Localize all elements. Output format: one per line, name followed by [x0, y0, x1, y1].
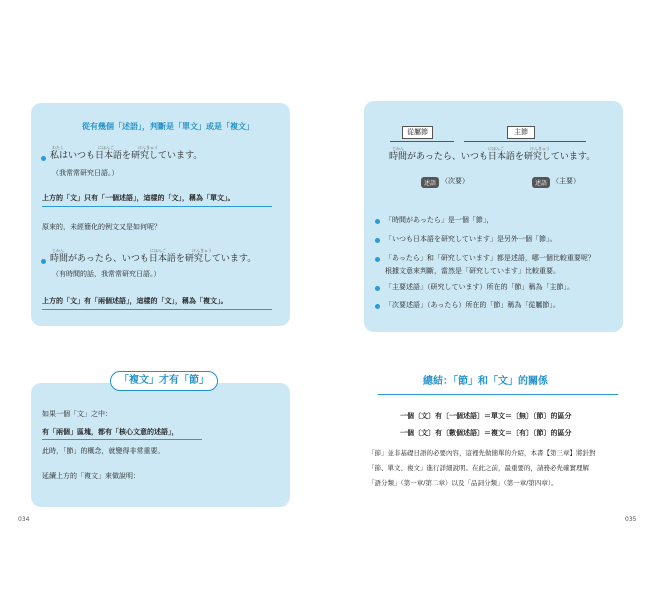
bullet-icon	[375, 257, 380, 262]
paragraph-line: 「語分類」（第一章/第二章）以及「品詞分類」（第一章/第四章）。	[368, 479, 558, 487]
page-number: 035	[625, 516, 637, 523]
example-translation: （我常常研究日語。）	[52, 169, 119, 177]
bullet-icon	[375, 304, 380, 309]
ruby-text: にほんご	[98, 145, 114, 150]
ruby-text: じかん	[392, 146, 404, 151]
left-explanation-box	[31, 383, 290, 507]
body-text: 此時，「節」的概念，就變得非常重要。	[42, 447, 165, 455]
ruby-text: にほんご	[150, 248, 166, 253]
subordinate-clause-label: 從屬節	[402, 126, 433, 139]
bullet-text: 「時間があったら」是一個「節」，	[385, 216, 494, 224]
body-text: 延續上方的「複文」來做說明：	[42, 472, 140, 480]
bracket-line	[464, 141, 586, 142]
ruby-text: にほんご	[488, 146, 504, 151]
bullet-icon	[41, 259, 46, 264]
formula-line: 一個〔文〕有〔數個述語〕＝複文＝〔有〕〔節〕的區分	[400, 428, 572, 437]
divider	[42, 206, 272, 207]
divider	[42, 439, 202, 440]
summary-text: 上方的「文」只有「一個述語」，這樣的「文」，稱為「單文」。	[42, 193, 235, 202]
example-translation: （有時間的話，我常常研究日語。）	[52, 270, 161, 278]
formula-line: 一個〔文〕有〔一個述語〕＝單文＝〔無〕〔節〕的區分	[400, 411, 572, 420]
divider	[42, 309, 272, 310]
section-pill-title: 「複文」才有「節」	[110, 371, 218, 391]
example-sentence: 私はいつも日本語を研究しています。	[50, 151, 203, 161]
bullet-icon	[375, 238, 380, 243]
predicate-tag: 述語	[532, 177, 550, 188]
example-sentence: 時間があったら、いつも日本語を研究しています。	[50, 254, 257, 264]
heading-underline	[378, 394, 618, 395]
bullet-text: 「あったら」和「研究しています」都是述語，哪一個比較重要呢？	[385, 254, 595, 262]
predicate-note: （次要）	[441, 177, 469, 185]
example-sentence: 時間があったら、いつも日本語を研究しています。	[389, 152, 596, 162]
bullet-icon	[375, 286, 380, 291]
box-title: 從有幾個「述語」，判斷是「單文」或是「複文」	[82, 121, 254, 131]
bullet-text: 「いつも日本語を研究しています」是另外一個「節」。	[385, 235, 557, 243]
summary-text: 上方的「文」有「兩個述語」，這樣的「文」，稱為「複文」。	[42, 296, 228, 305]
bullet-icon	[41, 156, 46, 161]
bullet-text: 「次要述語」（あったら）所在的「節」稱為「從屬節」。	[385, 301, 560, 309]
summary-heading: 總結：「節」和「文」的關係	[423, 376, 548, 387]
ruby-text: じかん	[52, 248, 64, 253]
page-number: 034	[18, 516, 30, 523]
question-text: 原來的，未經簡化的例文又是如何呢？	[42, 223, 161, 231]
paragraph-line: 「節」並非基礎日語的必要內容，這裡先做簡單的介紹，本書【第三章】將針對	[368, 449, 596, 457]
ruby-text: わたし	[52, 145, 64, 150]
ruby-text: けんきゅう	[192, 248, 212, 253]
bullet-text: 根據文意來判斷，當然是「研究しています」比較重要。	[385, 267, 560, 275]
predicate-tag: 述語	[421, 177, 439, 188]
ruby-text: けんきゅう	[530, 146, 550, 151]
main-clause-label: 主節	[507, 126, 535, 139]
predicate-note: （主要）	[552, 177, 580, 185]
body-text: 如果一個「文」之中：	[42, 410, 112, 418]
body-text: 有「兩個」區塊，都有「核心文意的述語」，	[42, 427, 179, 436]
bracket-line	[390, 141, 454, 142]
bullet-text: 「主要述語」（研究しています）所在的「節」稱為「主節」。	[385, 283, 574, 291]
paragraph-line: 「節、單文、複文」進行詳細說明。在此之前，最重要的，請務必先確實理解	[368, 464, 589, 472]
bullet-icon	[375, 219, 380, 224]
left-example-box	[31, 103, 290, 326]
ruby-text: けんきゅう	[138, 145, 158, 150]
